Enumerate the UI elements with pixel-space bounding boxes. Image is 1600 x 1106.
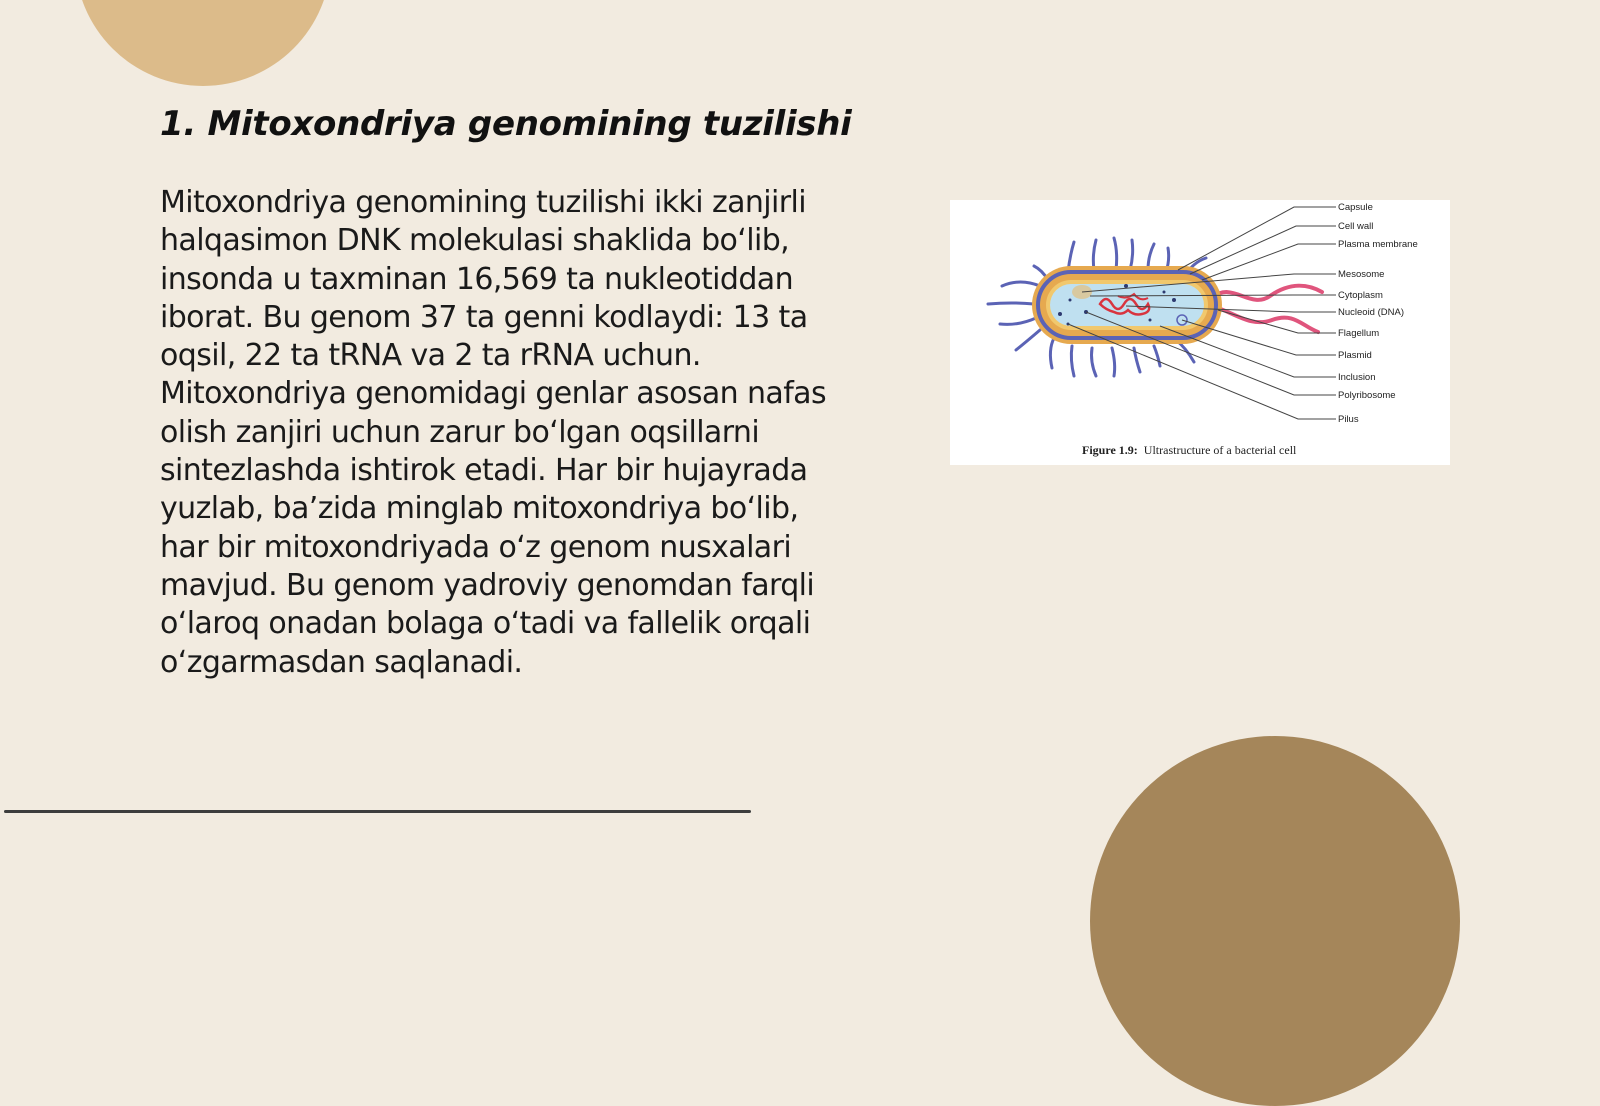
decorative-circle-top — [75, 0, 331, 86]
slide-title: 1. Mitoxondriya genomining tuzilishi — [160, 104, 852, 144]
label-cytoplasm: Cytoplasm — [1338, 290, 1383, 301]
slide-body-text: Mitoxondriya genomining tuzilishi ikki zanjirli halqasimon DNK molekulasi shaklida bo‘lib, insonda u taxminan 16,569 ta nukleotiddan iborat. Bu genom 37 ta genni kodlaydi: 13 ta oqsil, 22 ta tRNA va 2 ta rRNA uchun. Mitoxondriya genomidagi genlar asosan nafas olish zanjiri uchun zarur bo‘lgan oqsillarni sintezlashda ishtirok etadi. Har bir hujayrada yuzlab, ba’zida minglab mitoxondriya bo‘lib, har bir mitoxondriyada o‘z genom nusxalari mavjud. Bu genom yadroviy genomdan farqli o‘laroq onadan bolaga o‘tadi va fallelik orqali o‘zgarmasdan saqlanadi. — [160, 185, 826, 680]
figure-caption-text: Ultrastructure of a bacterial cell — [1143, 443, 1297, 457]
bacterial-cell-diagram — [950, 200, 1450, 465]
divider-line — [4, 810, 751, 813]
figure-caption-label: Figure 1.9: — [1082, 443, 1138, 457]
label-cell-wall: Cell wall — [1338, 221, 1374, 232]
label-pilus: Pilus — [1338, 414, 1359, 425]
label-polyribosome: Polyribosome — [1338, 390, 1396, 401]
label-inclusion: Inclusion — [1338, 372, 1376, 383]
label-capsule: Capsule — [1338, 202, 1373, 213]
label-plasma-membrane: Plasma membrane — [1338, 239, 1418, 250]
label-mesosome: Mesosome — [1338, 269, 1385, 280]
label-plasmid: Plasmid — [1338, 350, 1372, 361]
bacterial-cell-figure — [950, 200, 1450, 465]
decorative-circle-bottom — [1090, 736, 1460, 1106]
label-flagellum: Flagellum — [1338, 328, 1380, 339]
label-nucleoid: Nucleoid (DNA) — [1338, 307, 1404, 318]
figure-caption — [1082, 443, 1297, 457]
flagellum-1 — [1212, 286, 1322, 300]
